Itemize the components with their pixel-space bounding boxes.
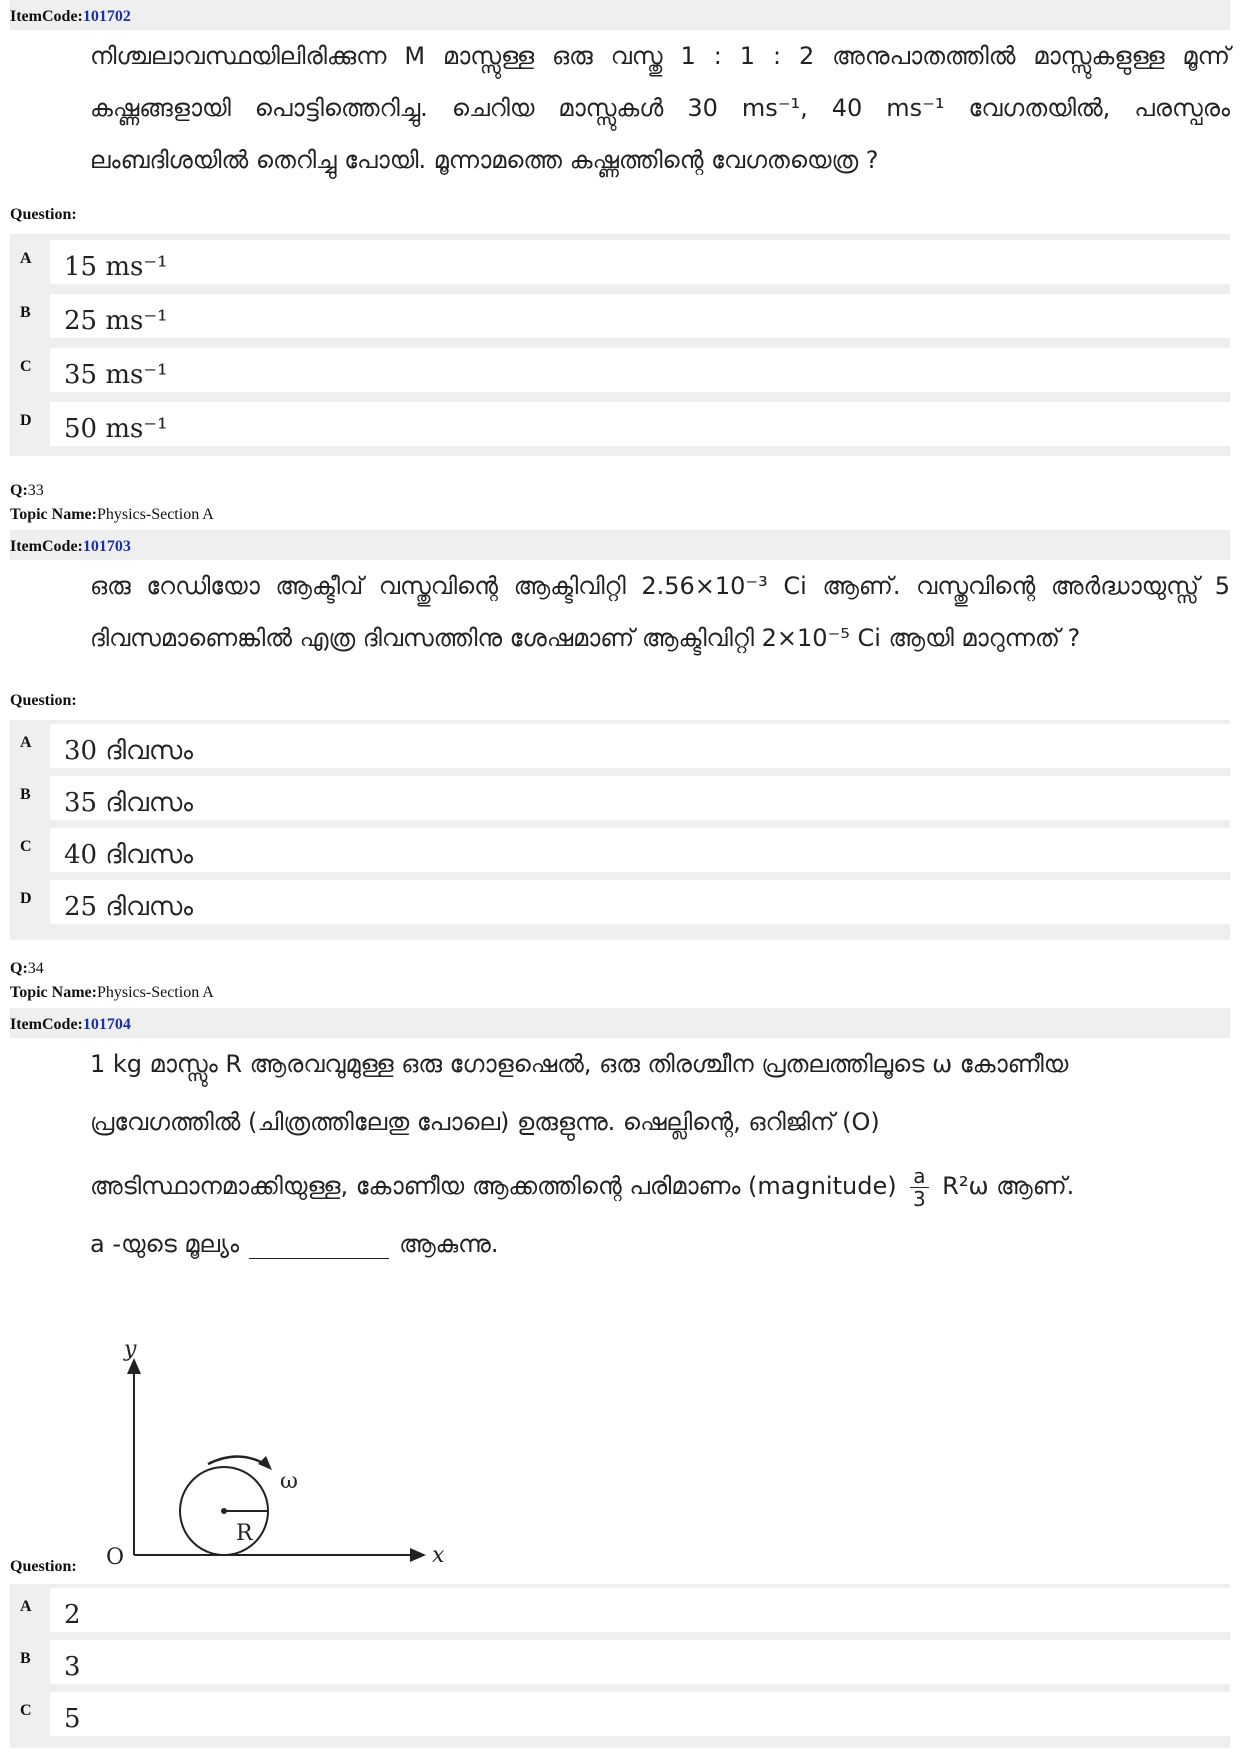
itemcode-value: 101702 [82,8,131,25]
option-b[interactable] [10,1640,1230,1688]
question-line-4 [90,1218,1230,1276]
fraction-numerator: a [910,1165,928,1188]
option-b[interactable] [10,776,1230,824]
fraction-denominator: 3 [913,1186,926,1211]
q-label: Q: [10,960,28,977]
option-value: 5 [50,1692,1230,1736]
x-axis-label: x [432,1543,445,1568]
option-letter: B [20,1650,31,1667]
option-value: 35 ദിവസം [50,776,1230,820]
x-axis-arrow [410,1548,426,1562]
option-d[interactable] [10,880,1230,928]
origin-label: O [106,1545,125,1570]
option-value: 40 ദിവസം [50,828,1230,872]
y-axis-label: y [124,1340,137,1362]
question-label: Question: [10,206,77,223]
option-letter: A [20,734,32,751]
itemcode-label: ItemCode: [10,1016,83,1033]
rolling-shell-figure [100,1340,460,1580]
q-label: Q: [10,482,28,499]
option-letter: A [20,250,32,267]
option-letter: C [20,1702,32,1719]
option-letter: C [20,358,32,375]
question-label: Question: [10,692,77,709]
option-letter: B [20,786,31,803]
option-c[interactable] [10,348,1230,396]
question-number [10,482,44,500]
line4-tail: ആകുന്നു. [399,1230,499,1258]
topic-value: Physics-Section A [96,984,214,1001]
itemcode-value: 101703 [82,538,131,555]
option-letter: C [20,838,32,855]
question-number [10,960,44,978]
option-c[interactable] [10,1692,1230,1740]
option-letter: D [20,412,32,429]
question-line-3 [90,1154,1230,1218]
line3-tail: R²ω ആണ്. [942,1172,1075,1200]
line4-text: a -യുടെ മൂല്യം [90,1230,240,1258]
itemcode [10,1016,131,1034]
q-number: 33 [27,482,44,499]
topic-name [10,506,214,524]
option-value: 2 [50,1588,1230,1632]
omega-arrow [208,1456,268,1466]
option-value: 35 ms⁻¹ [50,348,1230,392]
option-a[interactable] [10,724,1230,772]
topic-label: Topic Name: [10,984,97,1001]
option-value: 50 ms⁻¹ [50,402,1230,446]
fraction [910,1165,928,1210]
itemcode [10,538,131,556]
option-b[interactable] [10,294,1230,342]
itemcode-label: ItemCode: [10,538,83,555]
omega-label: ω [280,1469,298,1494]
option-letter: D [20,890,32,907]
question-line-1: 1 kg മാസ്സും R ആരവവുമുള്ള ഒരു ഗോളഷെൽ, ഒരു തിരശ്ചീന പ്രതലത്തിലൂടെ ω കോണീയ [90,1050,1069,1078]
question-label: Question: [10,1558,77,1575]
option-value: 15 ms⁻¹ [50,240,1230,284]
topic-label: Topic Name: [10,506,97,523]
option-value: 25 ദിവസം [50,880,1230,924]
question-text [90,1038,1230,1278]
option-letter: B [20,304,31,321]
answer-blank [249,1232,389,1259]
option-value: 3 [50,1640,1230,1684]
option-value: 25 ms⁻¹ [50,294,1230,338]
topic-value: Physics-Section A [96,506,214,523]
line3-text: അടിസ്ഥാനമാക്കിയുള്ള, കോണീയ ആക്കത്തിന്റെ പരിമാണം (magnitude) [90,1172,897,1200]
itemcode [10,8,131,26]
omega-arrowhead [258,1456,272,1470]
topic-name [10,984,214,1002]
option-letter: A [20,1598,32,1615]
question-text: നിശ്ചലാവസ്ഥയിലിരിക്കുന്ന M മാസ്സുള്ള ഒരു വസ്തു 1 : 1 : 2 അനുപാതത്തിൽ മാസ്സുകളുള്ള മൂന്ന് കഷ്ണങ്ങളായി പൊട്ടിത്തെറിച്ചു. ചെറിയ മാസ്സുകൾ 30 ms⁻¹, 40 ms⁻¹ വേഗതയിൽ, പരസ്പരം ലംബദിശയിൽ തെറിച്ചു പോയി. മൂന്നാമത്തെ കഷ്ണത്തിന്റെ വേഗതയെത്ര ? [90,42,1230,174]
itemcode-value: 101704 [82,1016,131,1033]
question-text: ഒരു റേഡിയോ ആക്ടീവ് വസ്തുവിന്റെ ആക്ടിവിറ്റി 2.56×10⁻³ Ci ആണ്. വസ്തുവിന്റെ അർദ്ധായുസ്സ് 5 ദിവസമാണെങ്കിൽ എത്ര ദിവസത്തിനു ശേഷമാണ് ആക്ടിവിറ്റി 2×10⁻⁵ Ci ആയി മാറുന്നത് ? [90,572,1230,652]
q-number: 34 [27,960,44,977]
option-c[interactable] [10,828,1230,876]
option-d[interactable] [10,402,1230,450]
itemcode-label: ItemCode: [10,8,83,25]
option-a[interactable] [10,240,1230,288]
radius-label: R [236,1521,253,1546]
option-value: 30 ദിവസം [50,724,1230,768]
question-line-2: പ്രവേഗത്തിൽ (ചിത്രത്തിലേതു പോലെ) ഉരുളുന്നു. ഷെല്ലിന്റെ, ഒറിജിന് (O) [90,1108,880,1136]
option-a[interactable] [10,1588,1230,1636]
